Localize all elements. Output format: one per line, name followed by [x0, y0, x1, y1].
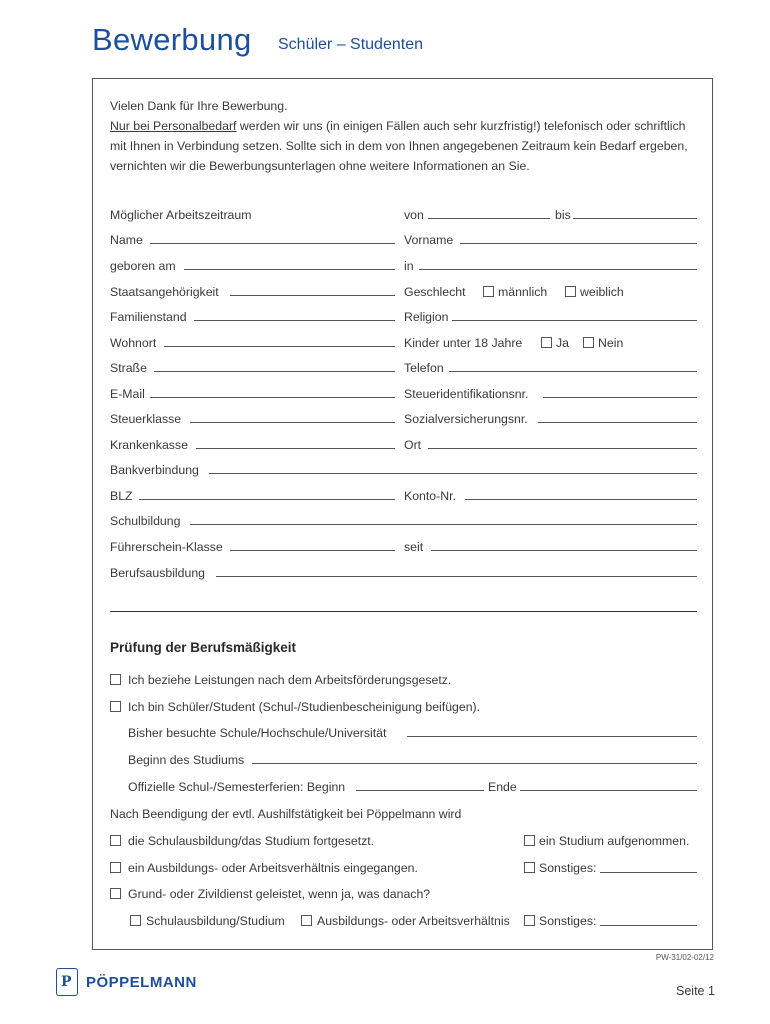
label-name: Name [110, 233, 143, 247]
input-steuerklasse[interactable] [190, 422, 395, 423]
label-steuer-id: Steueridentifikationsnr. [404, 387, 529, 401]
checkbox-sonstiges-2[interactable] [524, 915, 535, 926]
label-sonstiges-2: Sonstiges: [539, 914, 597, 928]
checkbox-schulausbildung-studium[interactable] [130, 915, 141, 926]
input-ort[interactable] [428, 448, 697, 449]
label-von: von [404, 208, 424, 222]
intro-rest: werden wir uns (in einigen Fällen auch sehr kurzfristig!) telefonisch oder schriftlich mit Ihnen in Verbindung setzen. Sollte sich in dem von Ihnen angegebenen Zeitraum kein Bedarf ergeben, vernichten wir die Bewerbungsunterlagen ohne weitere Informationen an Sie. [110, 119, 688, 173]
label-bankverbindung: Bankverbindung [110, 463, 199, 477]
input-in[interactable] [419, 269, 697, 270]
label-ausbildungs-arbeit: Ausbildungs- oder Arbeitsverhältnis [317, 914, 510, 928]
section-heading: Prüfung der Berufsmäßigkeit [110, 640, 297, 655]
input-seit[interactable] [431, 550, 697, 551]
input-fuehrerschein[interactable] [230, 550, 395, 551]
input-ende[interactable] [520, 790, 697, 791]
checkbox-maennlich[interactable] [483, 286, 494, 297]
input-steuer-id[interactable] [543, 397, 697, 398]
input-telefon[interactable] [449, 371, 697, 372]
input-schule[interactable] [407, 736, 697, 737]
label-ja: Ja [556, 336, 569, 350]
label-ausbildung: ein Ausbildungs- oder Arbeitsverhältnis eingegangen. [128, 861, 418, 875]
label-fuehrerschein: Führerschein-Klasse [110, 540, 223, 554]
checkbox-weiblich[interactable] [565, 286, 576, 297]
label-ferien-beginn: Offizielle Schul-/Semesterferien: Beginn [128, 780, 346, 794]
input-email[interactable] [150, 397, 395, 398]
input-schulbildung[interactable] [190, 524, 697, 525]
checkbox-grund[interactable] [110, 888, 121, 899]
intro-thanks: Vielen Dank für Ihre Bewerbung. [110, 99, 288, 113]
input-von[interactable] [428, 218, 550, 219]
label-ende: Ende [488, 780, 517, 794]
intro-underlined: Nur bei Personalbedarf [110, 119, 237, 133]
label-schueler: Ich bin Schüler/Student (Schul-/Studienbescheinigung beifügen). [128, 700, 481, 714]
intro-text [110, 96, 700, 176]
checkbox-leistungen[interactable] [110, 674, 121, 685]
input-name[interactable] [150, 243, 395, 244]
label-wohnort: Wohnort [110, 336, 157, 350]
label-blz: BLZ [110, 489, 133, 503]
label-nach-beendigung: Nach Beendigung der evtl. Aushilfstätigkeit bei Pöppelmann wird [110, 807, 462, 821]
label-ort: Ort [404, 438, 422, 452]
label-kinder: Kinder unter 18 Jahre [404, 336, 523, 350]
label-maennlich: männlich [498, 285, 548, 299]
label-weiblich: weiblich [580, 285, 624, 299]
label-schulbildung: Schulbildung [110, 514, 181, 528]
input-konto[interactable] [465, 499, 697, 500]
label-bis: bis [555, 208, 571, 222]
page-number: Seite 1 [676, 984, 715, 998]
input-berufsausbildung[interactable] [216, 576, 697, 577]
input-familienstand[interactable] [194, 320, 395, 321]
label-steuerklasse: Steuerklasse [110, 412, 182, 426]
checkbox-aufgenommen[interactable] [524, 835, 535, 846]
label-geschlecht: Geschlecht [404, 285, 466, 299]
label-schulausbildung-studium: Schulausbildung/Studium [146, 914, 285, 928]
input-sonstiges[interactable] [600, 872, 697, 873]
logo-text: PÖPPELMANN [86, 973, 197, 991]
company-logo [56, 968, 197, 996]
label-nein: Nein [598, 336, 624, 350]
form-code: PW-31/02-02/12 [655, 953, 714, 962]
label-konto: Konto-Nr. [404, 489, 456, 503]
label-sozialvers: Sozialversicherungsnr. [404, 412, 528, 426]
label-geboren-am: geboren am [110, 259, 176, 273]
input-staatsangehoerigkeit[interactable] [230, 295, 395, 296]
input-religion[interactable] [452, 320, 697, 321]
label-schule: Bisher besuchte Schule/Hochschule/Universität [128, 726, 387, 740]
page-subtitle: Schüler – Studenten [278, 36, 423, 53]
input-geboren-am[interactable] [184, 269, 395, 270]
input-sonstiges-2[interactable] [600, 925, 697, 926]
input-vorname[interactable] [460, 243, 697, 244]
label-in: in [404, 259, 414, 273]
input-sozialvers[interactable] [538, 422, 697, 423]
label-sonstiges: Sonstiges: [539, 861, 597, 875]
input-bankverbindung[interactable] [209, 473, 697, 474]
label-grund: Grund- oder Zivildienst geleistet, wenn ja, was danach? [128, 887, 431, 901]
checkbox-sonstiges[interactable] [524, 862, 535, 873]
checkbox-ausbildung[interactable] [110, 862, 121, 873]
label-berufsausbildung: Berufsausbildung [110, 566, 206, 580]
input-beginn-studium[interactable] [252, 763, 697, 764]
label-aufgenommen: ein Studium aufgenommen. [539, 834, 690, 848]
input-strasse[interactable] [154, 371, 395, 372]
label-email: E-Mail [110, 387, 145, 401]
checkbox-ausbildungs-arbeit[interactable] [301, 915, 312, 926]
label-seit: seit [404, 540, 424, 554]
input-krankenkasse[interactable] [196, 448, 395, 449]
label-religion: Religion [404, 310, 449, 324]
label-leistungen: Ich beziehe Leistungen nach dem Arbeitsförderungsgesetz. [128, 673, 452, 687]
input-wohnort[interactable] [164, 346, 395, 347]
input-ferien-beginn[interactable] [356, 790, 484, 791]
label-fortgesetzt: die Schulausbildung/das Studium fortgesetzt. [128, 834, 375, 848]
label-strasse: Straße [110, 361, 147, 375]
checkbox-schueler[interactable] [110, 701, 121, 712]
page-title: Bewerbung [92, 22, 252, 57]
input-bis[interactable] [573, 218, 697, 219]
section-divider [110, 611, 697, 612]
label-beginn-studium: Beginn des Studiums [128, 753, 245, 767]
label-vorname: Vorname [404, 233, 454, 247]
checkbox-fortgesetzt[interactable] [110, 835, 121, 846]
checkbox-ja[interactable] [541, 337, 552, 348]
label-staatsangehoerigkeit: Staatsangehörigkeit [110, 285, 219, 299]
label-telefon: Telefon [404, 361, 444, 375]
label-arbeitszeitraum: Möglicher Arbeitszeitraum [110, 208, 252, 222]
label-krankenkasse: Krankenkasse [110, 438, 188, 452]
poeppelmann-logo-icon: P [56, 968, 78, 996]
checkbox-nein[interactable] [583, 337, 594, 348]
label-familienstand: Familienstand [110, 310, 187, 324]
input-blz[interactable] [139, 499, 395, 500]
